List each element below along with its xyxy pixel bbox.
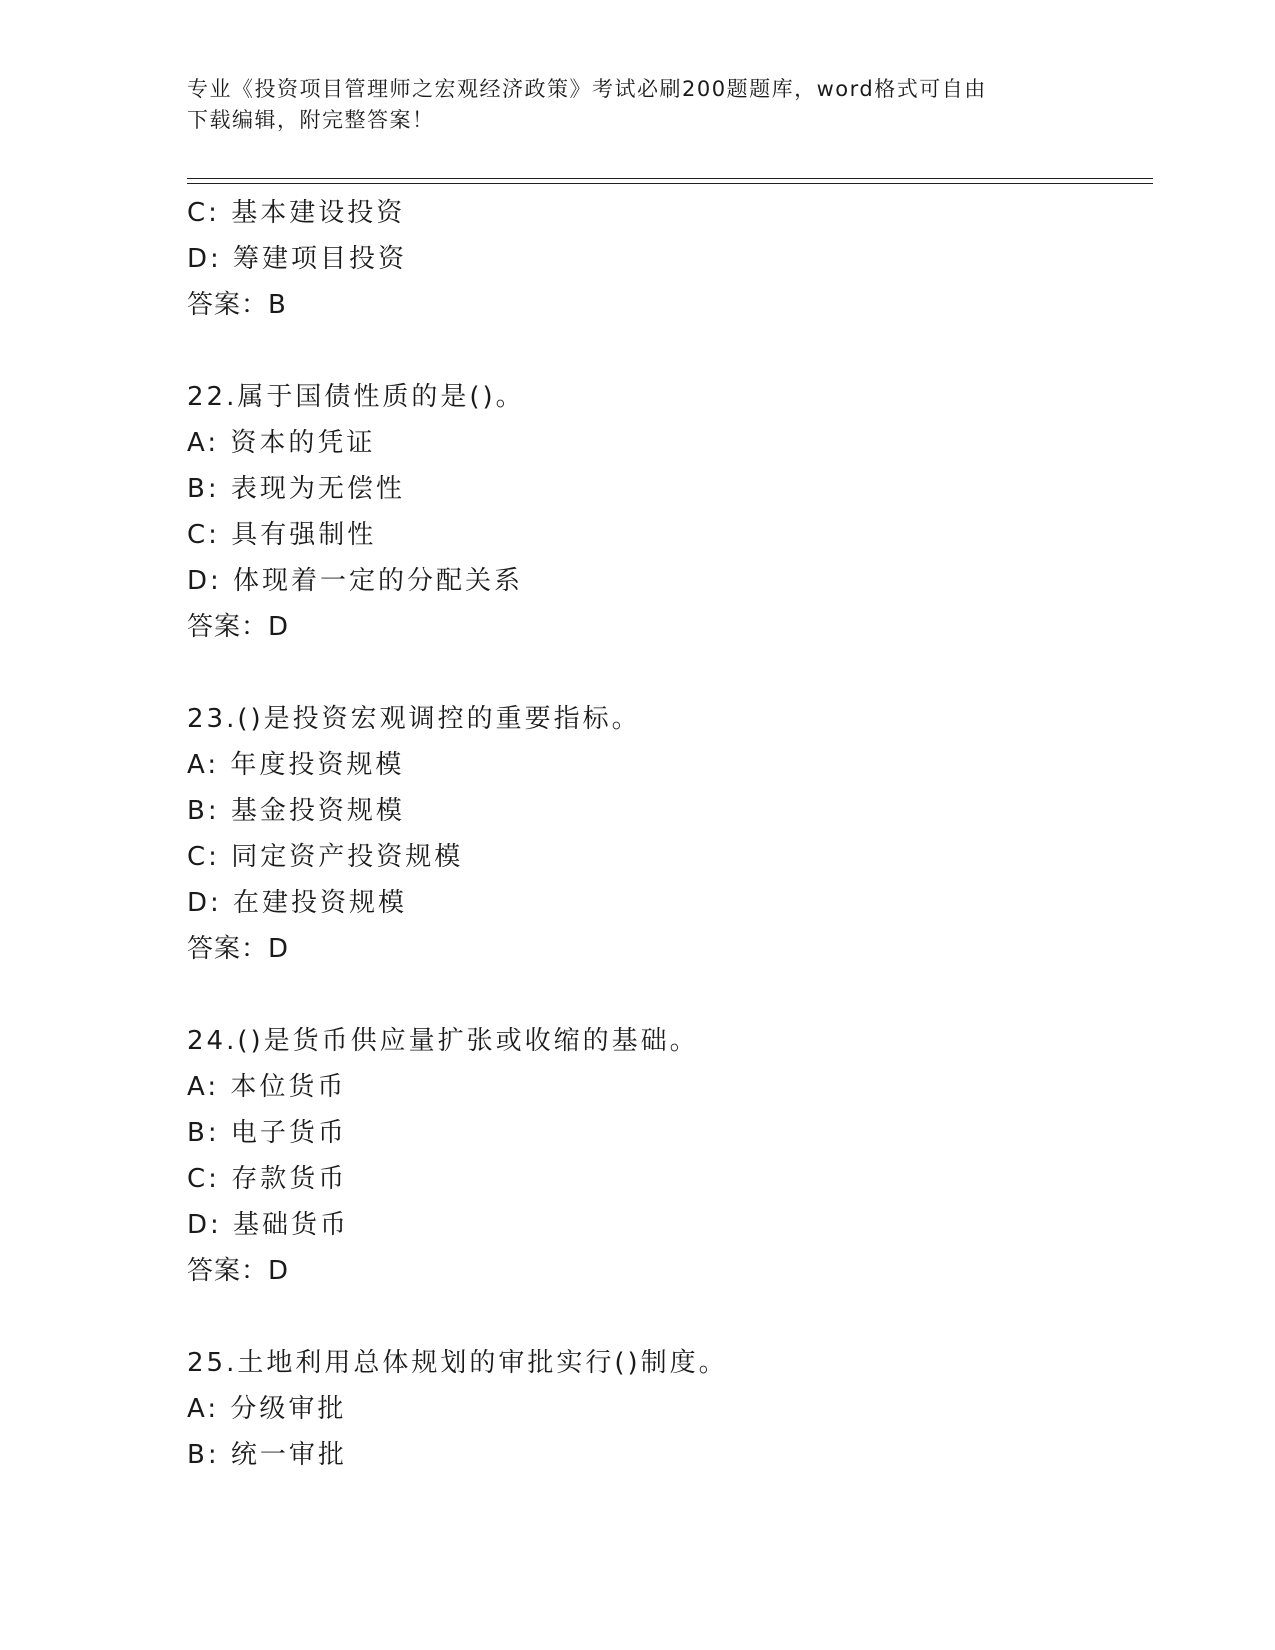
option-a — [187, 420, 1153, 466]
option-b — [187, 788, 1153, 834]
option-letter: C: — [187, 198, 220, 228]
option-a — [187, 1386, 1153, 1432]
option-letter: C: — [187, 1164, 220, 1194]
option-letter: B: — [187, 474, 220, 504]
question-stem: 22.属于国债性质的是()。 — [187, 382, 525, 412]
option-c — [187, 512, 1153, 558]
option-text: 具有强制性 — [231, 520, 377, 550]
option-letter: B: — [187, 1440, 220, 1470]
question-block-21 — [187, 190, 1153, 328]
option-text: 基础货币 — [233, 1210, 350, 1240]
option-text: 筹建项目投资 — [233, 244, 408, 274]
option-letter: B: — [187, 1118, 220, 1148]
option-letter: B: — [187, 796, 220, 826]
option-text: 电子货币 — [230, 1118, 347, 1148]
option-text: 表现为无偿性 — [230, 474, 405, 504]
option-text: 本位货币 — [230, 1072, 347, 1102]
option-c — [187, 1156, 1153, 1202]
answer-line: 答案：B — [187, 290, 287, 320]
option-text: 在建投资规模 — [233, 888, 408, 918]
header-divider-top — [187, 178, 1153, 179]
option-letter: A: — [187, 1072, 220, 1102]
option-c — [187, 834, 1153, 880]
question-block-24 — [187, 1018, 1153, 1294]
option-a — [187, 1064, 1153, 1110]
option-text: 存款货币 — [231, 1164, 348, 1194]
option-text: 年度投资规模 — [230, 750, 405, 780]
option-text: 统一审批 — [230, 1440, 347, 1470]
option-letter: D: — [187, 244, 222, 274]
answer-line: 答案：D — [187, 612, 290, 642]
option-d — [187, 1202, 1153, 1248]
question-block-22 — [187, 374, 1153, 650]
option-text: 体现着一定的分配关系 — [233, 566, 524, 596]
header-line-2: 下载编辑，附完整答案！ — [187, 108, 435, 132]
option-text: 同定资产投资规模 — [231, 842, 464, 872]
answer-line: 答案：D — [187, 934, 290, 964]
option-d — [187, 880, 1153, 926]
option-d — [187, 236, 1153, 282]
question-list — [187, 190, 1153, 1478]
option-b — [187, 1110, 1153, 1156]
question-stem: 24.()是货币供应量扩张或收缩的基础。 — [187, 1026, 699, 1056]
option-text: 基本建设投资 — [231, 198, 406, 228]
question-block-25 — [187, 1340, 1153, 1478]
header-divider-bottom — [187, 183, 1153, 184]
option-letter: A: — [187, 750, 220, 780]
option-letter: D: — [187, 888, 222, 918]
question-stem: 23.()是投资宏观调控的重要指标。 — [187, 704, 641, 734]
header-line-1: 专业《投资项目管理师之宏观经济政策》考试必刷200题题库，word格式可自由 — [187, 77, 987, 101]
option-d — [187, 558, 1153, 604]
option-text: 资本的凭证 — [230, 428, 376, 458]
question-stem: 25.土地利用总体规划的审批实行()制度。 — [187, 1348, 728, 1378]
option-letter: C: — [187, 842, 220, 872]
question-block-23 — [187, 696, 1153, 972]
option-letter: A: — [187, 428, 220, 458]
option-text: 分级审批 — [230, 1394, 347, 1424]
option-letter: C: — [187, 520, 220, 550]
option-c — [187, 190, 1153, 236]
option-a — [187, 742, 1153, 788]
option-b — [187, 466, 1153, 512]
option-letter: D: — [187, 1210, 222, 1240]
option-letter: A: — [187, 1394, 220, 1424]
option-b — [187, 1432, 1153, 1478]
option-letter: D: — [187, 566, 222, 596]
document-header — [187, 74, 1087, 136]
answer-line: 答案：D — [187, 1256, 290, 1286]
option-text: 基金投资规模 — [230, 796, 405, 826]
